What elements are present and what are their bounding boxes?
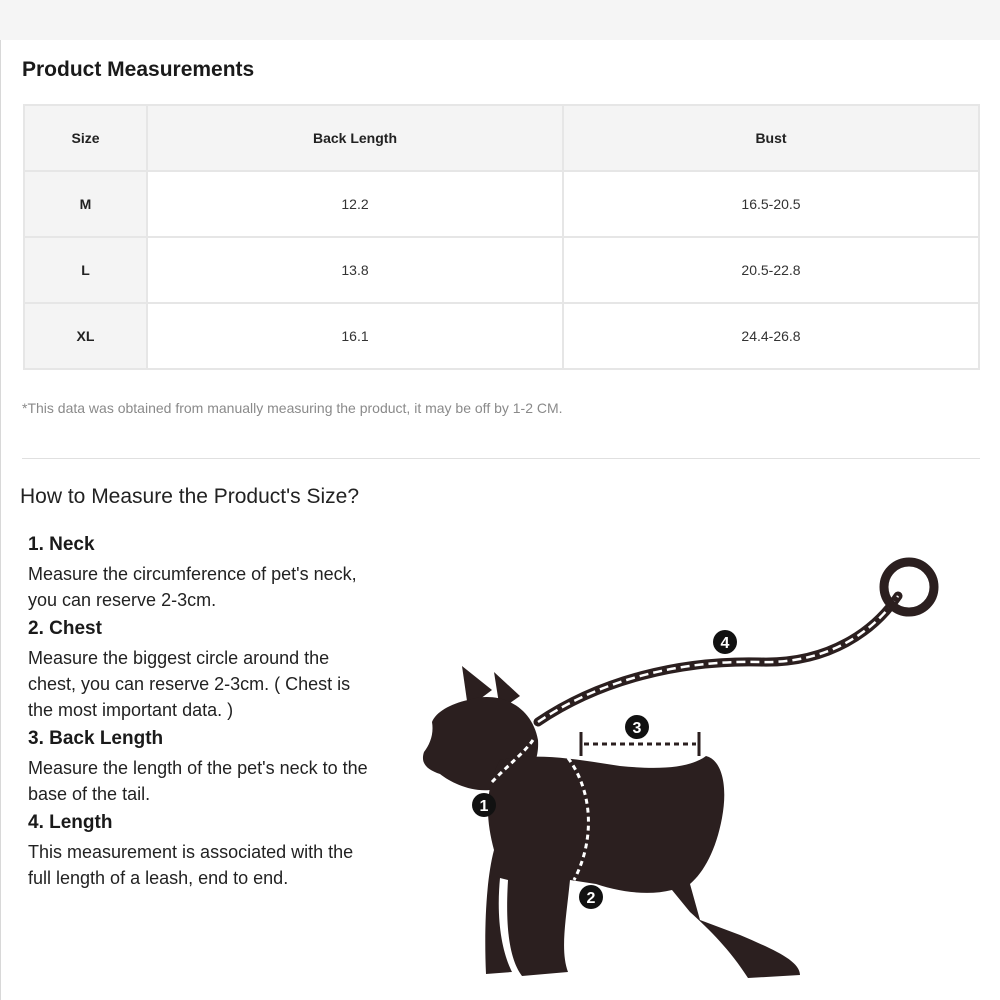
marker-4 [713, 630, 737, 654]
step-text: Measure the length of the pet's neck to the base of the tail. [28, 758, 368, 804]
table-header-row [24, 105, 979, 171]
header-bust: Bust [563, 105, 979, 171]
size-cell: XL [24, 303, 147, 369]
step-title: 3. Back Length [28, 728, 164, 749]
step-text: This measurement is associated with the full length of a leash, end to end. [28, 842, 354, 888]
back-length-cell: 12.2 [147, 171, 563, 237]
left-border [0, 40, 1, 1000]
svg-text:2: 2 [586, 890, 596, 907]
dog-silhouette [423, 666, 800, 978]
measurement-note: *This data was obtained from manually measuring the product, it may be off by 1-2 CM. [22, 400, 563, 416]
header-back-length: Back Length [147, 105, 563, 171]
step-neck [28, 533, 373, 613]
size-cell: L [24, 237, 147, 303]
divider [22, 458, 980, 459]
marker-1 [472, 793, 496, 817]
section-title: Product Measurements [22, 58, 255, 81]
table-row [24, 237, 979, 303]
size-cell: M [24, 171, 147, 237]
top-band [0, 0, 1000, 40]
back-length-cell: 16.1 [147, 303, 563, 369]
step-text: Measure the circumference of pet's neck, you can reserve 2-3cm. [28, 564, 357, 610]
bust-cell: 24.4-26.8 [563, 303, 979, 369]
step-text: Measure the biggest circle around the chest, you can reserve 2-3cm. ( Chest is the most important data. ) [28, 648, 351, 720]
step-chest [28, 617, 373, 723]
how-to-title: How to Measure the Product's Size? [20, 485, 360, 508]
measurement-table [23, 104, 980, 370]
svg-text:3: 3 [632, 720, 642, 737]
table-row [24, 171, 979, 237]
bust-cell: 16.5-20.5 [563, 171, 979, 237]
svg-text:4: 4 [720, 635, 730, 652]
step-back-length [28, 727, 373, 807]
steps-list [28, 533, 373, 895]
marker-2 [579, 885, 603, 909]
step-title: 2. Chest [28, 618, 102, 639]
dog-measurement-diagram [400, 540, 960, 990]
back-length-cell: 13.8 [147, 237, 563, 303]
step-title: 4. Length [28, 812, 113, 833]
step-title: 1. Neck [28, 534, 95, 555]
step-length [28, 811, 373, 891]
table-row [24, 303, 979, 369]
bust-cell: 20.5-22.8 [563, 237, 979, 303]
header-size: Size [24, 105, 147, 171]
leash-loop-icon [884, 562, 934, 612]
svg-text:1: 1 [479, 798, 489, 815]
marker-3 [625, 715, 649, 739]
